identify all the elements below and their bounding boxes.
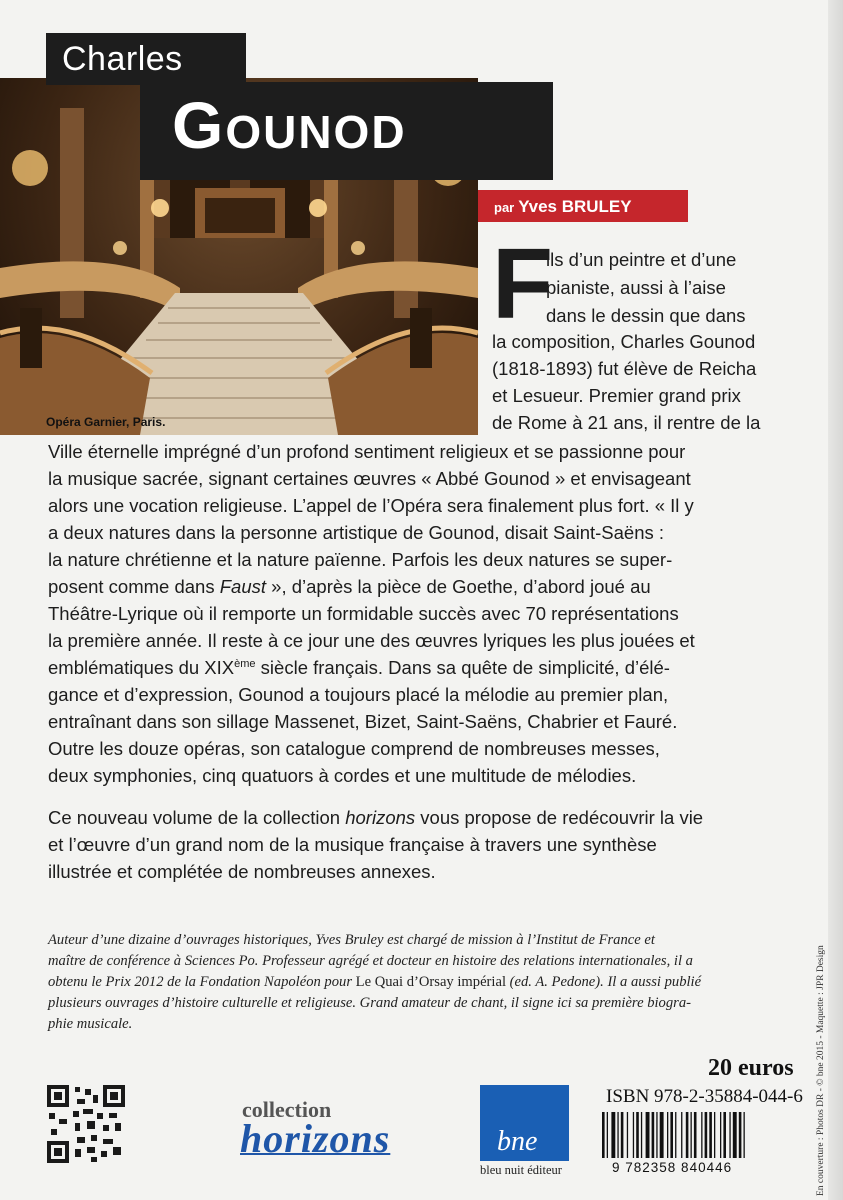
body-line: Théâtre-Lyrique où il remporte un formidable succès avec 70 représentations bbox=[48, 603, 679, 624]
collection-word: horizons bbox=[345, 807, 416, 828]
body-line: a deux natures dans la personne artistique de Gounod, disait Saint-Saëns : bbox=[48, 522, 665, 543]
text-run: (ed. A. Pedone). Il a aussi publié bbox=[506, 974, 702, 990]
body-line bbox=[48, 806, 703, 830]
text-run: siècle français. Dans sa quête de simplicité, d’élé- bbox=[255, 657, 670, 678]
body-line bbox=[48, 656, 670, 680]
body-line bbox=[48, 575, 651, 599]
body-line: Ville éternelle imprégné d’un profond sentiment religieux et se passionne pour bbox=[48, 441, 686, 462]
isbn: ISBN 978-2-35884-044-6 bbox=[606, 1086, 803, 1107]
body-line: (1818-1893) fut élève de Reicha bbox=[492, 358, 757, 379]
collection-label: collection bbox=[242, 1097, 332, 1122]
text-run: posent comme dans bbox=[48, 576, 220, 597]
price: 20 euros bbox=[708, 1055, 794, 1081]
collection-name: horizons bbox=[240, 1116, 391, 1161]
author-bio-line: plusieurs ouvrages d’histoire culturelle et religieuse. Grand amateur de chant, il signe ici sa première biogra- bbox=[48, 995, 691, 1011]
body-line: la composition, Charles Gounod bbox=[492, 331, 756, 352]
book-title: Le Quai d’Orsay impérial bbox=[355, 974, 506, 990]
side-credit: En couverture : Photos DR - © bne 2015 - Maquette : JPR Design bbox=[816, 945, 826, 1196]
body-line: entraînant dans son sillage Massenet, Bizet, Saint-Saëns, Chabrier et Fauré. bbox=[48, 711, 678, 732]
work-title-faust: Faust bbox=[219, 576, 267, 597]
body-line: la première année. Il reste à ce jour une des œuvres lyriques les plus jouées et bbox=[48, 630, 695, 651]
body-line: de Rome à 21 ans, il rentre de la bbox=[492, 412, 761, 433]
barcode-digits: 9 782358 840446 bbox=[612, 1160, 733, 1175]
text-run: emblématiques du XIX bbox=[48, 657, 235, 678]
body-line: dans le dessin que dans bbox=[546, 305, 746, 326]
body-line: ils d’un peintre et d’une bbox=[546, 249, 737, 270]
publisher-logo-text: bne bbox=[497, 1126, 538, 1157]
body-line: et Lesueur. Premier grand prix bbox=[492, 385, 741, 406]
photo-caption: Opéra Garnier, Paris. bbox=[46, 415, 166, 429]
body-line: deux symphonies, cinq quatuors à cordes et une multitude de mélodies. bbox=[48, 765, 637, 786]
author-bio-line: phie musicale. bbox=[48, 1016, 133, 1032]
author-name: Yves BRULEY bbox=[518, 197, 632, 216]
author-line bbox=[494, 197, 632, 217]
title-last-name: Gounod bbox=[172, 88, 407, 162]
body-line: pianiste, aussi à l’aise bbox=[546, 277, 726, 298]
body-line: et l’œuvre d’un grand nom de la musique française à travers une synthèse bbox=[48, 834, 657, 855]
body-line: gance et d’expression, Gounod a toujours placé la mélodie au premier plan, bbox=[48, 684, 669, 705]
body-line: Outre les douze opéras, son catalogue comprend de nombreuses messes, bbox=[48, 738, 660, 759]
author-bio-line: Auteur d’une dizaine d’ouvrages historiques, Yves Bruley est chargé de mission à l’Institut de France et bbox=[48, 932, 655, 948]
title-first-name: Charles bbox=[62, 40, 183, 78]
collection-logo bbox=[240, 1115, 390, 1162]
drop-cap: F bbox=[492, 228, 554, 340]
qr-code-icon bbox=[47, 1085, 125, 1168]
text-run: obtenu le Prix 2012 de la Fondation Napoléon pour bbox=[48, 974, 356, 990]
text-run: Ce nouveau volume de la collection bbox=[48, 807, 346, 828]
author-bio-line bbox=[48, 972, 701, 993]
barcode bbox=[600, 1112, 800, 1163]
body-line: la musique sacrée, signant certaines œuvres « Abbé Gounod » et envisageant bbox=[48, 468, 691, 489]
page-edge bbox=[828, 0, 843, 1200]
publisher-name: bleu nuit éditeur bbox=[480, 1163, 562, 1177]
body-line: la nature chrétienne et la nature païenne. Parfois les deux natures se super- bbox=[48, 549, 673, 570]
superscript: ème bbox=[234, 657, 256, 670]
text-run: », d’après la pièce de Goethe, d’abord joué au bbox=[266, 576, 651, 597]
author-bio-line: maître de conférence à Sciences Po. Professeur agrégé et docteur en histoire des relations internationales, il a bbox=[48, 953, 693, 969]
body-line: alors une vocation religieuse. L’appel de l’Opéra sera finalement plus fort. « Il y bbox=[48, 495, 694, 516]
text-run: vous propose de redécouvrir la vie bbox=[415, 807, 704, 828]
author-prefix: par bbox=[494, 200, 515, 215]
body-line: illustrée et complétée de nombreuses annexes. bbox=[48, 861, 436, 882]
